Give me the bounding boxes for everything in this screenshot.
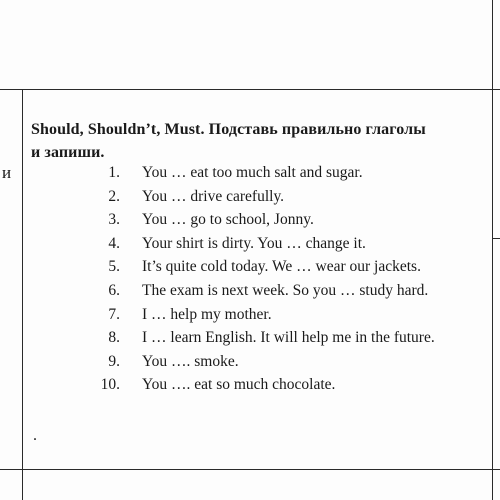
left-cell-text: и: [2, 163, 12, 182]
list-item: [0, 234, 500, 258]
list-item: [0, 352, 500, 376]
trailing-dot: .: [33, 427, 37, 444]
item-text: I … help my mother.: [142, 305, 272, 323]
item-text: You … eat too much salt and sugar.: [142, 164, 363, 181]
item-text: Your shirt is dirty. You … change it.: [142, 234, 366, 252]
list-item: [0, 328, 500, 352]
list-item: [0, 187, 500, 211]
list-item: [0, 163, 500, 187]
list-item: [0, 281, 500, 305]
table-top-border: [0, 89, 500, 90]
item-number: 3.: [108, 211, 120, 229]
item-number: 7.: [108, 305, 120, 323]
item-text: I … learn English. It will help me in the future.: [142, 329, 435, 347]
item-number: 8.: [108, 329, 120, 347]
heading-line-1: Should, Shouldn’t, Must. Подставь правильно глаголы: [31, 121, 426, 138]
item-number: 9.: [108, 352, 120, 370]
list-item: [0, 305, 500, 329]
item-number: 1.: [108, 164, 120, 181]
item-number: 2.: [108, 187, 120, 205]
item-text: You …. smoke.: [142, 352, 239, 370]
table-bottom-border: [0, 469, 500, 470]
item-text: The exam is next week. So you … study hard.: [142, 281, 429, 299]
item-number: 4.: [108, 234, 120, 252]
item-text: It’s quite cold today. We … wear our jackets.: [142, 258, 421, 276]
list-item: [0, 257, 500, 281]
exercise-list: [0, 163, 500, 399]
item-text: You … drive carefully.: [142, 187, 285, 205]
heading-line-2: и запиши.: [31, 144, 105, 161]
list-item: [0, 210, 500, 234]
item-number: 5.: [108, 258, 120, 276]
item-text: You … go to school, Jonny.: [142, 211, 314, 229]
exercise-heading: [31, 120, 493, 163]
item-number: 6.: [108, 281, 120, 299]
list-item: [0, 375, 500, 399]
item-text: You …. eat so much chocolate.: [142, 376, 336, 394]
item-number: 10.: [100, 376, 120, 394]
